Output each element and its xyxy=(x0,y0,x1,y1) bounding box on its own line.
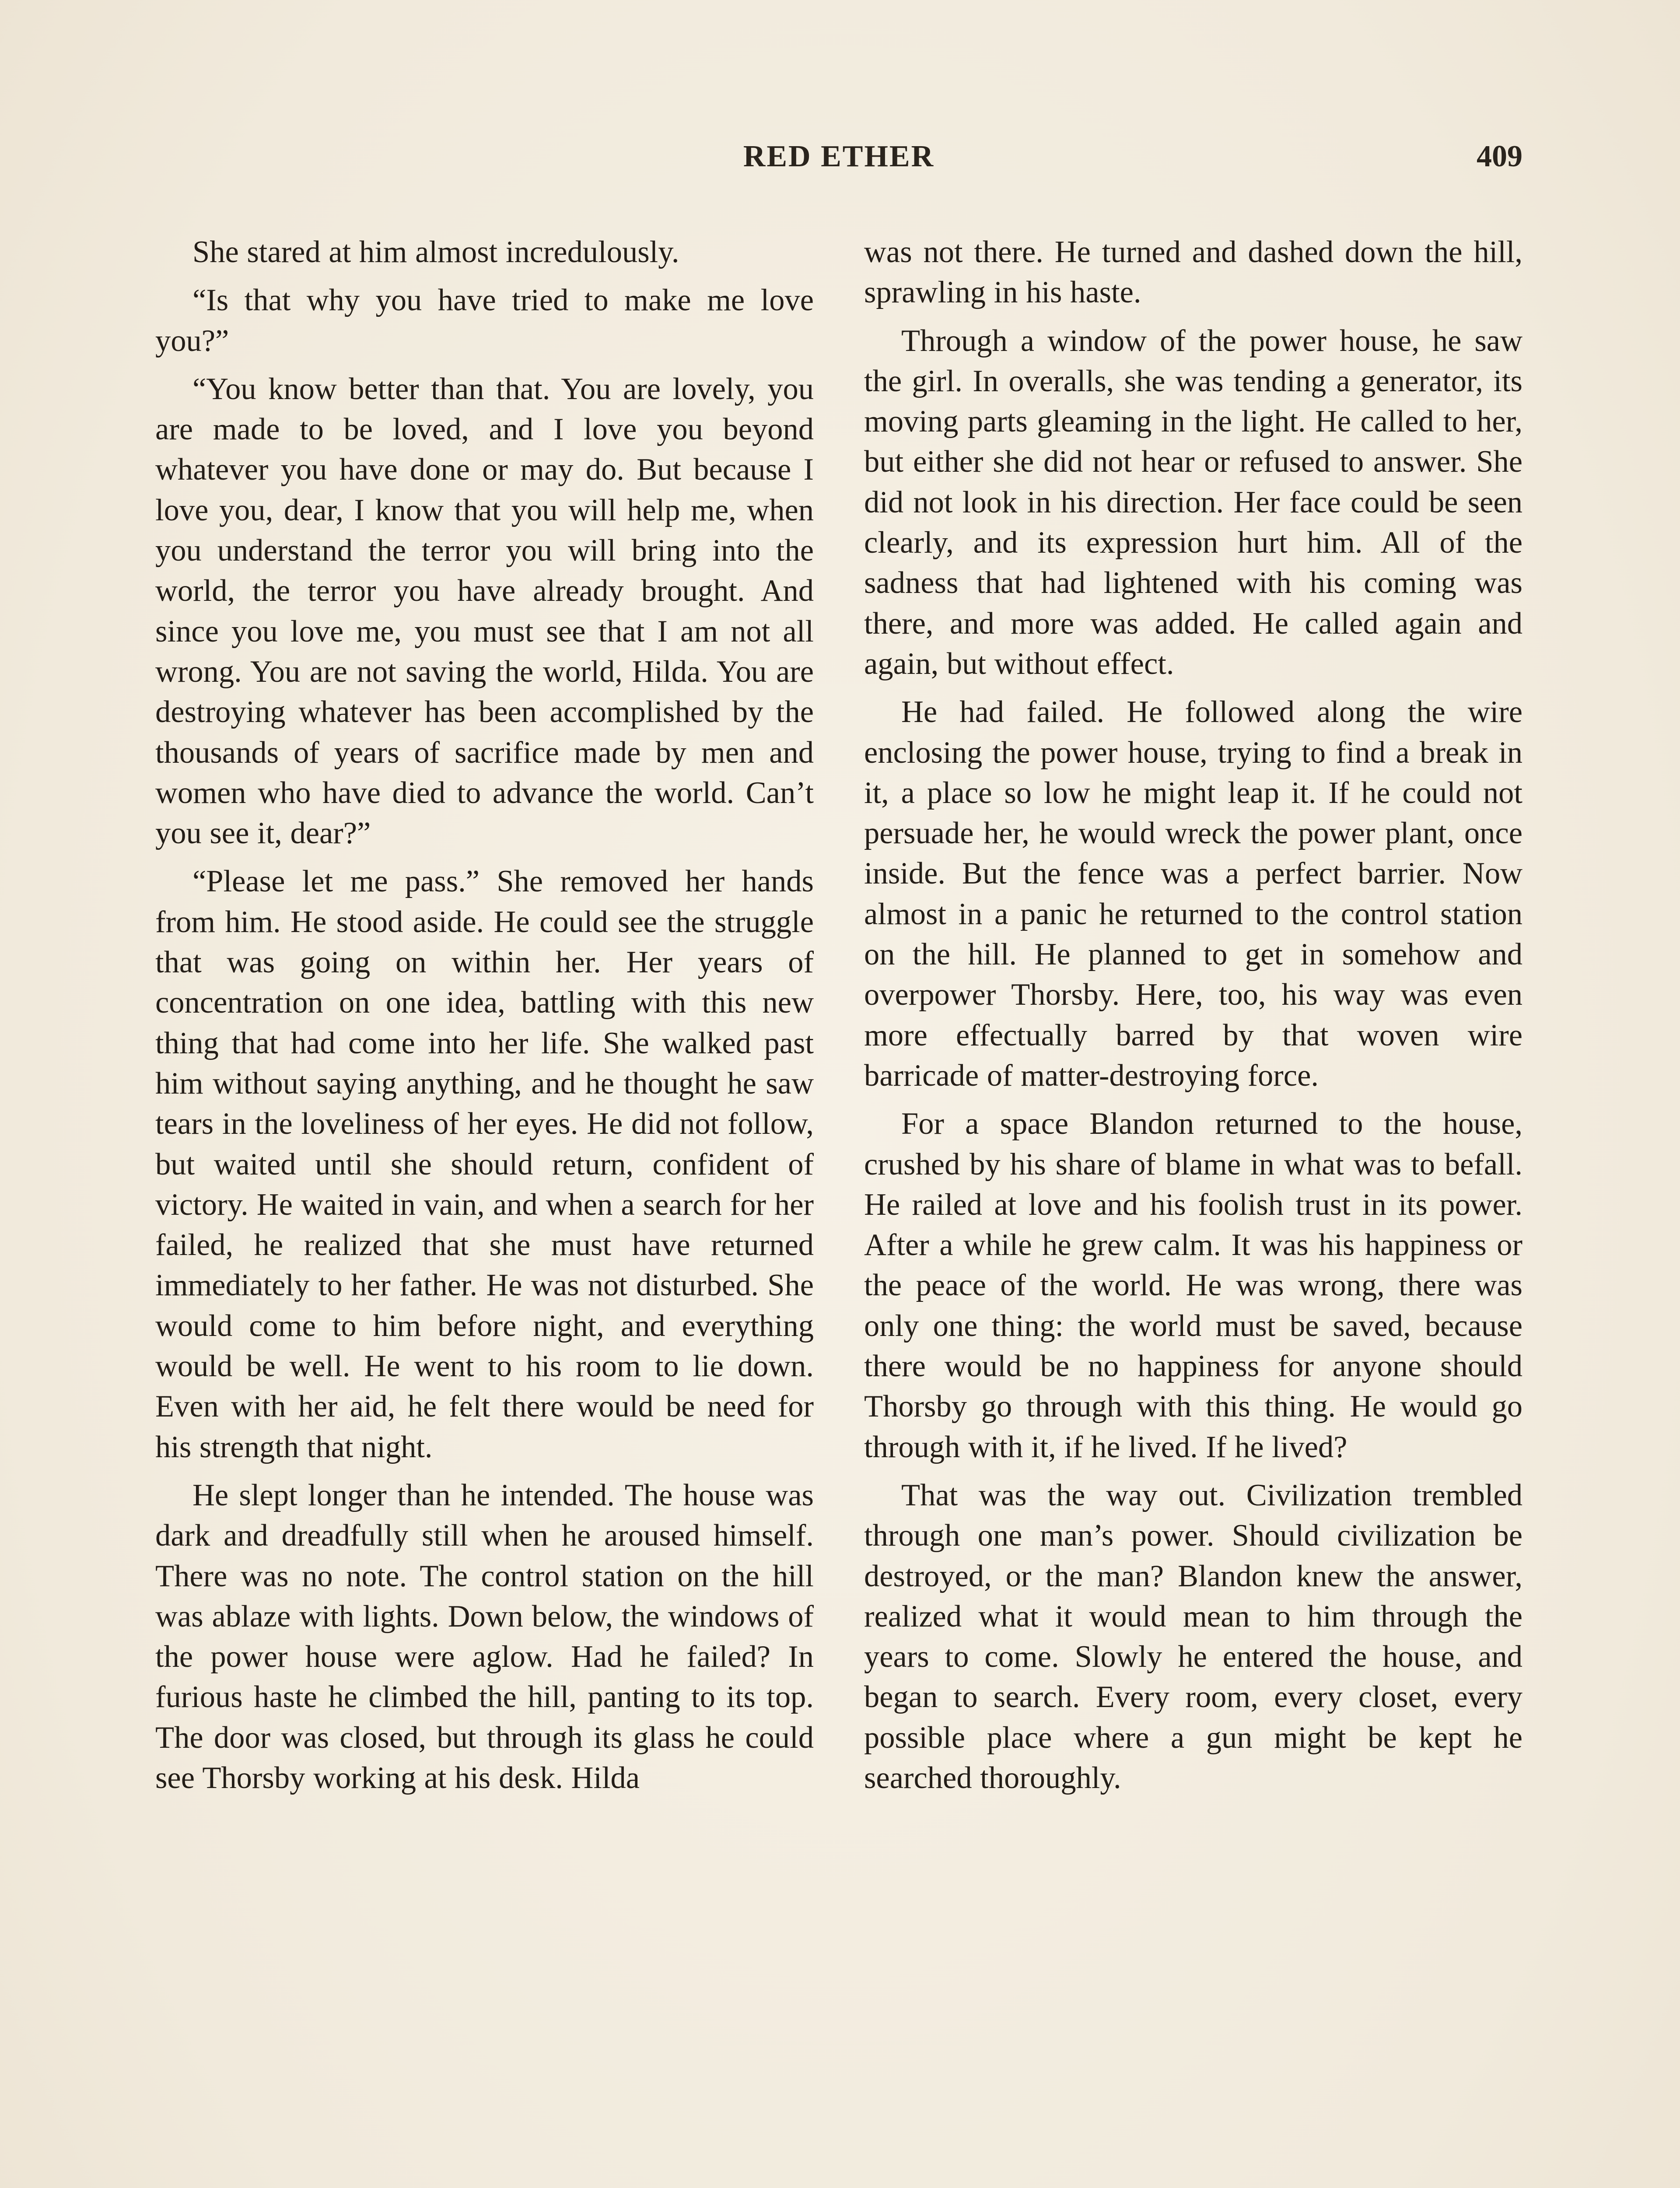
paragraph: “Please let me pass.” She removed her hands from him. He stood aside. He could see the struggle that was going on within her. Her years of concentration on one idea, battling with this new thing that had come into her life. She walked past him without saying anything, and he thought he saw tears in the loveliness of her eyes. He did not follow, but waited until she should return, confident of victory. He waited in vain, and when a search for her failed, he realized that she must have returned immediately to her father. He was not disturbed. She would come to him before night, and everything would be well. He went to his room to lie down. Even with her aid, he felt there would be need for his strength that night. xyxy=(155,864,814,1464)
paragraph: She stared at him almost incredulously. xyxy=(192,235,679,269)
left-column xyxy=(155,232,814,1806)
paragraph: For a space Blandon returned to the house, crushed by his share of blame in what was to befall. He railed at love and his foolish trust in its power. After a while he grew calm. It was his happiness or the peace of the world. He was wrong, there was only one thing: the world must be saved, because there would be no happiness for anyone should Thorsby go through with this thing. He would go through with it, if he lived. If he lived? xyxy=(864,1107,1522,1464)
paragraph: “You know better than that. You are lovely, you are made to be loved, and I love you beyond whatever you have done or may do. But because I love you, dear, I know that you will help me, when you understand the terror you will bring into the world, the terror you have already brought. And since you love me, you must see that I am not all wrong. You are not saving the world, Hilda. You are destroying whatever has been accomplished by the thousands of years of sacrifice made by men and women who have died to advance the world. Can’t you see it, dear?” xyxy=(155,372,814,851)
paragraph: He slept longer than he intended. The house was dark and dreadfully still when he aroused himself. There was no note. The control station on the hill was ablaze with lights. Down below, the windows of the power house were aglow. Had he failed? In furious haste he climbed the hill, panting to its top. The door was closed, but through its glass he could see Thorsby working at his desk. Hilda xyxy=(155,1478,814,1795)
page-header xyxy=(155,139,1522,179)
paragraph: He had failed. He followed along the wire enclosing the power house, trying to find a break in it, a place so low he might leap it. If he could not persuade her, he would wreck the power plant, once inside. But the fence was a perfect barrier. Now almost in a panic he returned to the control station on the hill. He planned to get in somehow and overpower Thorsby. Here, too, his way was even more effectually barred by that woven wire barricade of matter-destroying force. xyxy=(864,695,1522,1093)
paragraph: “Is that why you have tried to make me love you?” xyxy=(155,283,814,358)
page-number: 409 xyxy=(1477,140,1522,173)
paragraph-continuation: was not there. He turned and dashed down the hill, sprawling in his haste. xyxy=(864,235,1522,310)
running-title: RED ETHER xyxy=(743,140,935,173)
paragraph: That was the way out. Civilization trembled through one man’s power. Should civilization be destroyed, or the man? Blandon knew the answer, realized what it would mean to him through the years to come. Slowly he entered the house, and began to search. Every room, every closet, every possible place where a gun might be kept he searched thoroughly. xyxy=(864,1478,1522,1795)
paragraph: Through a window of the power house, he saw the girl. In overalls, she was tending a generator, its moving parts gleaming in the light. He called to her, but either she did not hear or refused to answer. She did not look in his direction. Her face could be seen clearly, and its expression hurt him. All of the sadness that had lightened with his coming was there, and more was added. He called again and again, but without effect. xyxy=(864,323,1522,681)
right-column xyxy=(864,232,1522,1806)
